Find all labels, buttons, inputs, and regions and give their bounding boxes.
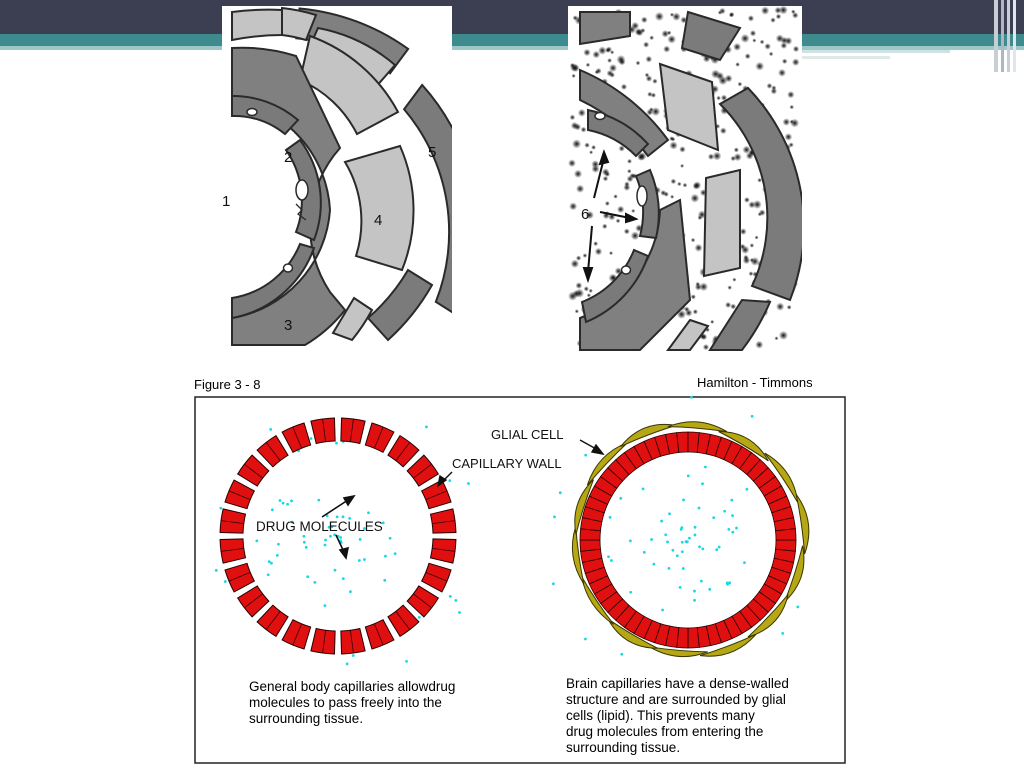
capillary-wall-block: [677, 432, 688, 452]
capillary-wall-block: [580, 540, 600, 551]
caption-brain-capillaries: Brain capillaries have a dense-walled structure and are surrounded by glial cells (lipid). This prevents many drug molecules from entering the surrounding tissue.: [566, 676, 789, 755]
label-1: 1: [222, 193, 231, 210]
slide-header-bar: [0, 0, 1024, 72]
label-2: 2: [284, 149, 293, 166]
tissue-diagram-right: [568, 6, 802, 352]
capillary-wall-block: [688, 628, 699, 648]
figure-number: Figure 3 - 8: [194, 377, 261, 392]
figure-authors: Hamilton - Timmons: [697, 375, 813, 390]
label-6: 6: [581, 206, 590, 223]
tissue-diagram-left: [222, 6, 452, 352]
drug-molecules-label: DRUG MOLECULES: [256, 519, 383, 534]
label-4: 4: [374, 212, 383, 229]
capillary-wall-label: CAPILLARY WALL: [452, 456, 562, 471]
capillary-wall-block: [776, 529, 796, 540]
label-5: 5: [428, 144, 437, 161]
caption-general-capillaries: General body capillaries allowdrug molecules to pass freely into the surrounding tissue.: [249, 679, 456, 726]
label-3: 3: [284, 317, 293, 334]
glial-cell-label: GLIAL CELL: [491, 427, 564, 442]
